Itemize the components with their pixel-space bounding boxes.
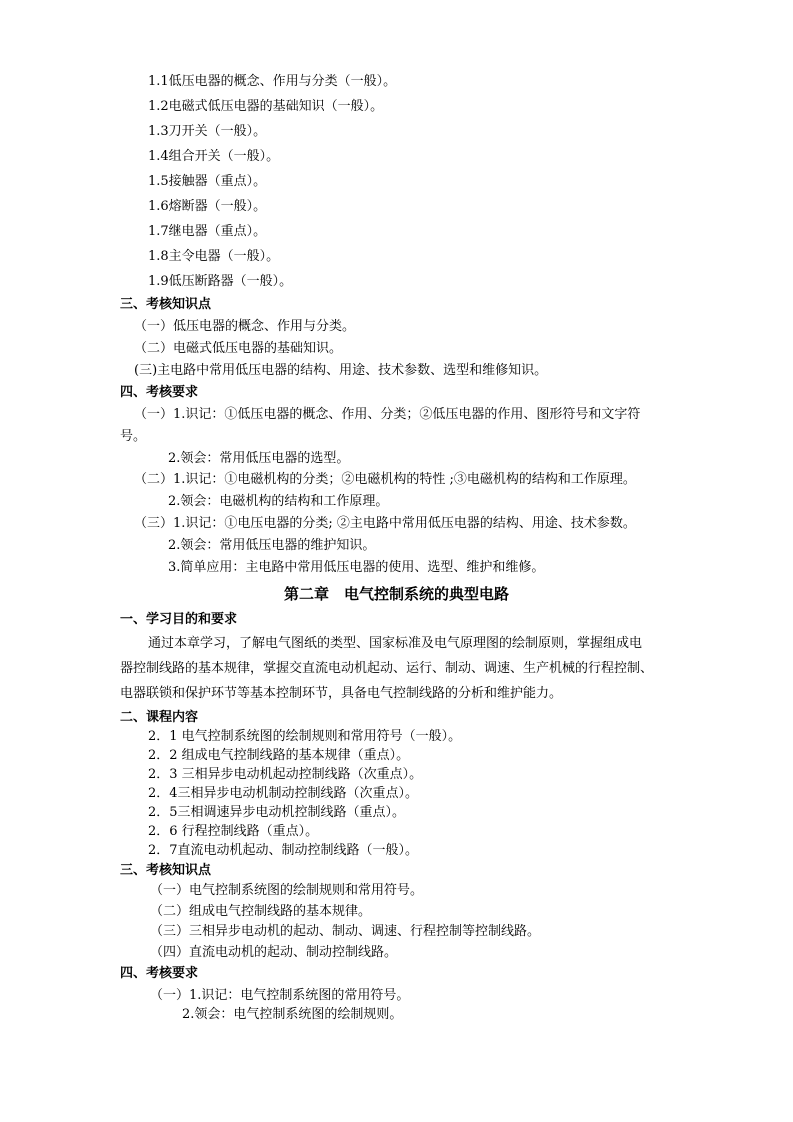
knowledge-item: （一）低压电器的概念、作用与分类。 (134, 319, 356, 334)
course-item: 1.7继电器（重点）。 (148, 224, 267, 239)
course-item: 2．6 行程控制线路（重点）。 (148, 824, 319, 839)
course-item: 1.6熔断器（一般）。 (148, 199, 267, 214)
knowledge-item: （三）三相异步电动机的起动、制动、调速、行程控制等控制线路。 (150, 924, 541, 939)
course-item: 1.4组合开关（一般）。 (148, 149, 280, 164)
requirement-line: （一）1.识记：①低压电器的概念、作用、分类；②低压电器的作用、图形符号和文字符 (134, 407, 641, 422)
course-item: 2．7直流电动机起动、制动控制线路（一般）。 (148, 843, 419, 858)
section-heading: 一、学习目的和要求 (120, 612, 238, 627)
requirement-line: 2.领会：常用低压电器的维护知识。 (168, 538, 376, 553)
knowledge-item: （二）电磁式低压电器的基础知识。 (134, 341, 343, 356)
paragraph-line: 电器联锁和保护环节等基本控制环节，具备电气控制线路的分析和维护能力。 (120, 686, 563, 701)
paragraph-line: 器控制线路的基本规律，掌握交直流电动机起动、运行、制动、调速、生产机械的行程控制、 (120, 661, 654, 676)
course-item: 2．5三相调速异步电动机控制线路（重点）。 (148, 805, 406, 820)
chapter-title: 第二章 电气控制系统的典型电路 (283, 585, 509, 603)
course-item: 2．4三相异步电动机制动控制线路（次重点）。 (148, 786, 419, 801)
course-item: 1.1低压电器的概念、作用与分类（一般）。 (148, 74, 397, 89)
paragraph-line: 通过本章学习，了解电气图纸的类型、国家标准及电气原理图的绘制原则，掌握组成电 (148, 636, 643, 651)
course-item: 1.9低压断路器（一般）。 (148, 274, 293, 289)
course-item: 2．1 电气控制系统图的绘制规则和常用符号（一般）。 (148, 729, 462, 744)
requirement-line: 2.领会：常用低压电器的选型。 (168, 451, 350, 466)
requirement-line: 2.领会：电磁机构的结构和工作原理。 (168, 494, 389, 509)
requirement-line: （二）1.识记：①电磁机构的分类；②电磁机构的特性 ;③电磁机构的结构和工作原理。 (134, 472, 636, 487)
section-heading: 四、考核要求 (120, 966, 199, 981)
course-item: 2．3 三相异步电动机起动控制线路（次重点）。 (148, 767, 423, 782)
course-item: 2．2 组成电气控制线路的基本规律（重点）。 (148, 748, 410, 763)
section-heading: 三、考核知识点 (120, 297, 212, 312)
knowledge-item: （四）直流电动机的起动、制动控制线路。 (150, 945, 398, 960)
requirement-line: 2.领会：电气控制系统图的绘制规则。 (182, 1007, 403, 1022)
course-item: 1.8主令电器（一般）。 (148, 249, 280, 264)
requirement-line: 3.简单应用：主电路中常用低压电器的使用、选型、维护和维修。 (168, 560, 545, 575)
course-item: 1.3刀开关（一般）。 (148, 124, 267, 139)
knowledge-item: （一）电气控制系统图的绘制规则和常用符号。 (150, 883, 424, 898)
section-heading: 四、考核要求 (120, 385, 199, 400)
requirement-line: （三）1.识记：①电压电器的分类; ②主电路中常用低压电器的结构、用途、技术参数。 (134, 516, 636, 531)
knowledge-item: （二）组成电气控制线路的基本规律。 (150, 904, 372, 919)
knowledge-item: (三)主电路中常用低压电器的结构、用途、技术参数、选型和维修知识。 (134, 363, 548, 378)
requirement-line: （一）1.识记：电气控制系统图的常用符号。 (150, 988, 410, 1003)
course-item: 1.2电磁式低压电器的基础知识（一般）。 (148, 99, 384, 114)
section-heading: 三、考核知识点 (120, 863, 212, 878)
requirement-line: 号。 (120, 429, 147, 444)
course-item: 1.5接触器（重点）。 (148, 174, 267, 189)
section-heading: 二、课程内容 (120, 710, 199, 725)
